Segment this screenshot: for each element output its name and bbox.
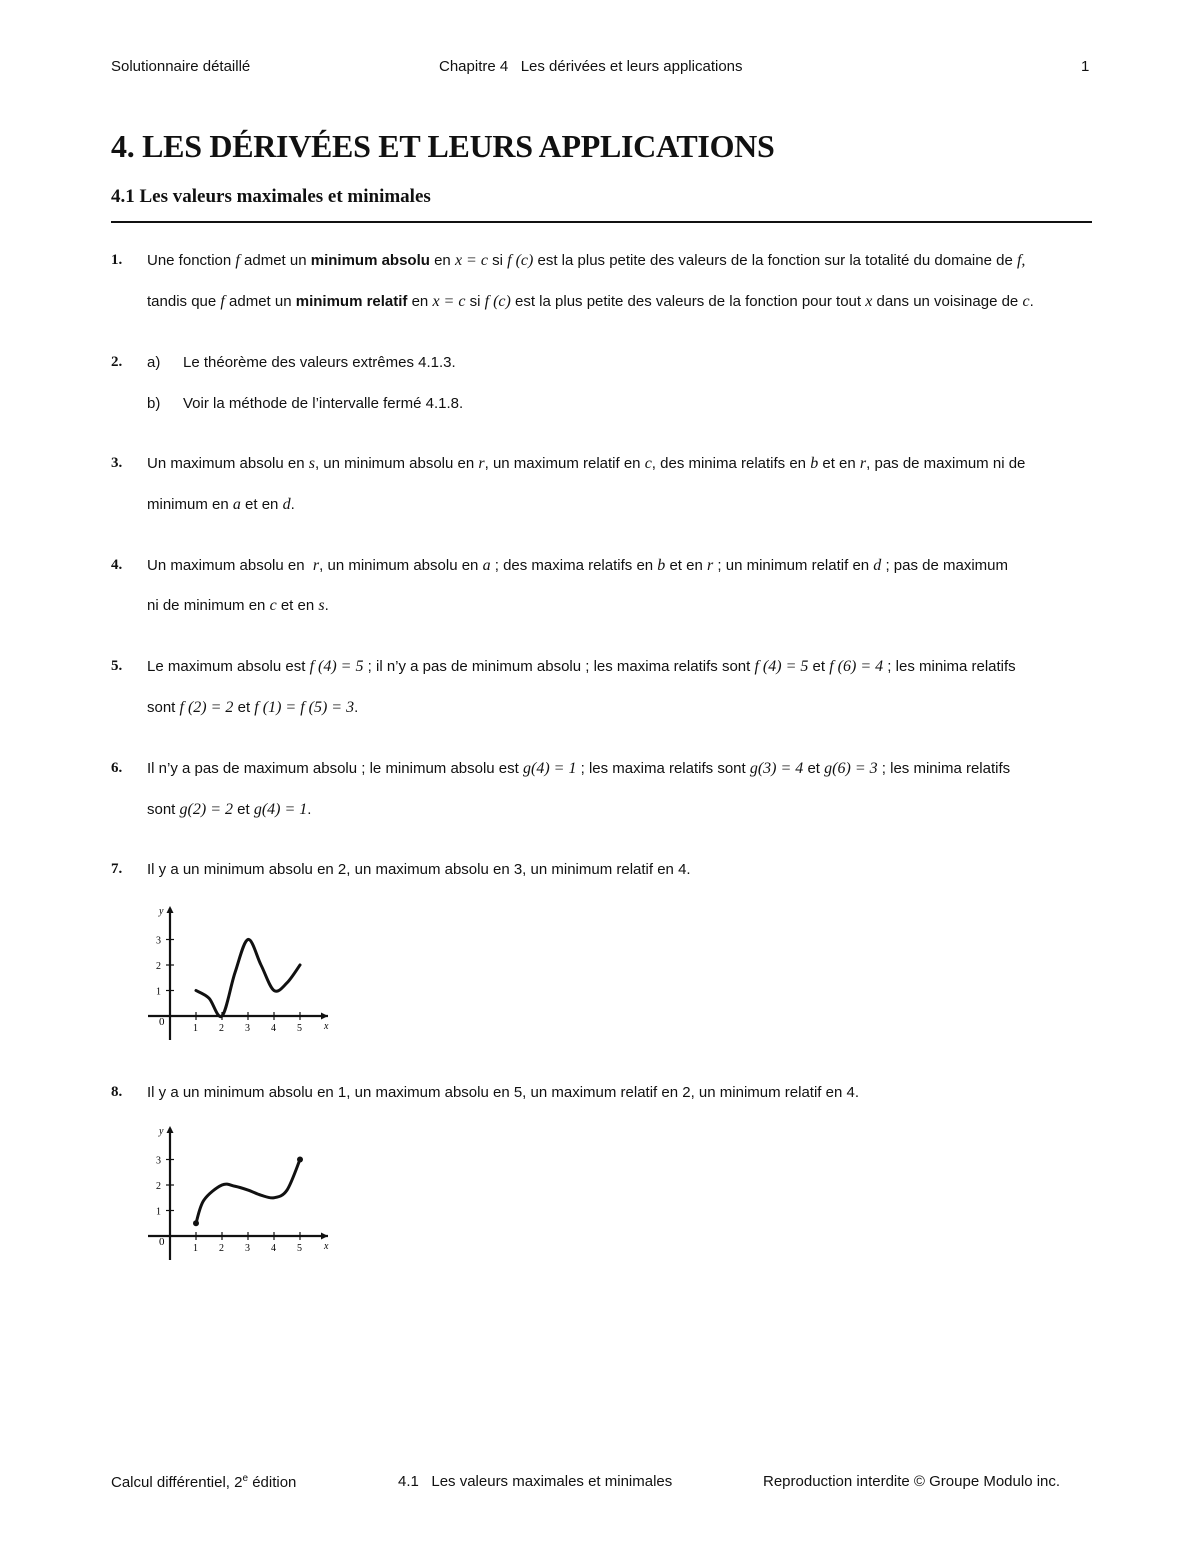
y-tick-label: 3 <box>156 935 161 947</box>
graph-item-7 <box>140 898 340 1046</box>
y-axis-label: y <box>159 1126 164 1137</box>
section-title: 4.1 Les valeurs maximales et minimales <box>111 186 431 207</box>
function-curve <box>196 939 300 1016</box>
footer-left: Calcul différentiel, 2e édition <box>111 1473 297 1491</box>
item-number: 2. <box>111 354 123 370</box>
x-tick-label: 1 <box>193 1243 198 1254</box>
item-number: 4. <box>111 557 123 573</box>
y-axis-arrow <box>167 1126 174 1133</box>
item-number: 8. <box>111 1084 123 1100</box>
y-tick-label: 3 <box>156 1155 161 1167</box>
item-4-line-1: Un maximum absolu en r, un minimum absolu en a ; des maxima relatifs en b et en r ; un minimum relatif en d ; pas de maximum <box>147 557 1009 574</box>
origin-label: 0 <box>159 1236 165 1248</box>
y-axis-label: y <box>159 906 164 917</box>
function-curve <box>196 1160 300 1224</box>
item-number: 7. <box>111 861 123 877</box>
origin-label: 0 <box>159 1016 165 1028</box>
item-3-line-2: minimum en a et en d. <box>147 496 295 513</box>
chapter-title: 4. LES DÉRIVÉES ET LEURS APPLICATIONS <box>111 128 775 164</box>
x-axis-arrow <box>321 1233 328 1240</box>
item-number: 3. <box>111 455 123 471</box>
item-8-text: Il y a un minimum absolu en 1, un maximum absolu en 5, un maximum relatif en 2, un minimum relatif en 4. <box>147 1084 859 1101</box>
x-axis-arrow <box>321 1013 328 1020</box>
x-tick-label: 5 <box>297 1243 302 1254</box>
item-2-part-b: b) Voir la méthode de l’intervalle fermé 4.1.8. <box>147 395 464 412</box>
footer-right: Reproduction interdite © Groupe Modulo inc. <box>763 1473 1061 1490</box>
x-tick-label: 2 <box>219 1023 224 1034</box>
item-number: 6. <box>111 760 123 776</box>
footer-center: 4.1 Les valeurs maximales et minimales <box>398 1473 673 1490</box>
x-axis-label: x <box>324 1021 329 1032</box>
section-rule <box>111 221 1092 223</box>
item-7-text: Il y a un minimum absolu en 2, un maximum absolu en 3, un minimum relatif en 4. <box>147 861 691 878</box>
item-1-line-1: Une fonction f admet un minimum absolu en x = c si f (c) est la plus petite des valeurs de la fonction sur la totalité du domaine de f, <box>147 252 1026 269</box>
item-5-line-2: sont f (2) = 2 et f (1) = f (5) = 3. <box>147 699 359 716</box>
y-tick-label: 2 <box>156 961 161 972</box>
y-axis-arrow <box>167 906 174 913</box>
item-5-line-1: Le maximum absolu est f (4) = 5 ; il n’y a pas de minimum absolu ; les maxima relatifs sont f (4) = 5 et f (6) = 4 ; les minima relatifs <box>147 658 1016 675</box>
item-2-part-a: a) Le théorème des valeurs extrêmes 4.1.3. <box>147 354 456 371</box>
item-3-line-1: Un maximum absolu en s, un minimum absolu en r, un maximum relatif en c, des minima relatifs en b et en r, pas de maximum ni de <box>147 455 1026 472</box>
item-number: 1. <box>111 252 123 268</box>
y-tick-label: 2 <box>156 1181 161 1192</box>
running-header-left: Solutionnaire détaillé <box>111 58 251 75</box>
x-tick-label: 1 <box>193 1023 198 1034</box>
page-number: 1 <box>1081 58 1090 75</box>
x-axis-label: x <box>324 1241 329 1252</box>
endpoint-dot <box>297 1157 303 1163</box>
x-tick-label: 3 <box>245 1243 250 1254</box>
x-tick-label: 5 <box>297 1023 302 1034</box>
item-4-line-2: ni de minimum en c et en s. <box>147 597 329 614</box>
y-tick-label: 1 <box>156 1206 161 1218</box>
y-tick-label: 1 <box>156 986 161 998</box>
running-header-center: Chapitre 4 Les dérivées et leurs applications <box>439 58 743 75</box>
x-tick-label: 4 <box>271 1243 276 1254</box>
item-1-line-2: tandis que f admet un minimum relatif en x = c si f (c) est la plus petite des valeurs de la fonction pour tout x dans un voisinage de c. <box>147 293 1034 310</box>
x-tick-label: 3 <box>245 1023 250 1034</box>
x-tick-label: 4 <box>271 1023 276 1034</box>
item-6-line-2: sont g(2) = 2 et g(4) = 1. <box>147 801 312 818</box>
x-tick-label: 2 <box>219 1243 224 1254</box>
endpoint-dot <box>193 1220 199 1226</box>
item-6-line-1: Il n’y a pas de maximum absolu ; le minimum absolu est g(4) = 1 ; les maxima relatifs sont g(3) = 4 et g(6) = 3 ; les minima relatifs <box>147 760 1011 777</box>
graph-item-8 <box>140 1118 340 1266</box>
item-number: 5. <box>111 658 123 674</box>
